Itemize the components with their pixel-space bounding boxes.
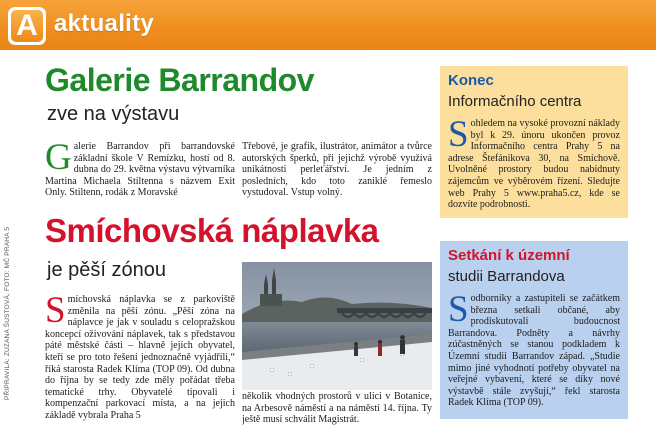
section-title: aktuality (54, 10, 155, 37)
article-galerie-column-1 (45, 141, 235, 203)
article-galerie-title: Galerie Barrandov (45, 62, 314, 98)
article-galerie-subtitle: zve na výstavu (47, 103, 180, 125)
article-galerie-dropcap: G (45, 141, 72, 178)
infobox-konec-text: ohledem na vysoké provozní náklady byl k 29. únoru ukončen provoz Informačního centra Prahy 5 na adrese Štefánikova 30, na Smíchově. Uvolněné prostory budou nabídnuty zájemcům ve výběrovém řízení. Sledujte web Prahy 5 www.praha5.cz, kde se dozvíte podrobnosti. (448, 118, 620, 211)
article-galerie-text-1: alerie Barrandov při barrandovské základní škole V Remízku, hostí od 8. dubna do 29. května výstavu výtvarníka Martina Michaela Stiltenna s názvem Exit Only. Stiltenn, rodák z Moravské (45, 141, 235, 199)
article-naplavka-dropcap: S (45, 294, 66, 331)
article-naplavka-text-1: míchovská náplavka se z parkoviště změnila na pěší zónu. „Pěší zóna na náplavce je jak v souladu s celopražskou koncepcí oživování náplavek, tak s představou páté městské části – hlavně jejích obyvatel, kteří se pro toto řešení jednoznačně vyjádřili,“ říká starosta Radek Klíma (TOP 09). Od dubna do října by se tedy zde měly pořádat třeba tematické trhy. Obyvatelé tipovali i kompenzační parkovací místa, a na jejich základě vybrala Praha 5 (45, 294, 235, 421)
infobox-setkani-title: Setkání k územní (448, 247, 570, 264)
section-logo (8, 7, 46, 45)
article-galerie-column-2 (242, 141, 432, 203)
infobox-konec-title: Konec (448, 72, 494, 89)
infobox-setkani-body (448, 293, 620, 415)
logo-letter: A (11, 10, 43, 42)
photo-credit: PŘIPRAVILA: ZUZANA ŠUSTOVÁ, FOTO: MČ PRAHA 5 (4, 226, 11, 400)
article-naplavka-text-2: několik vhodných prostorů v ulici v Botanice, na Arbesově náměstí a na náměstí 14. října. Ty ještě musí schválit Magistrát. (242, 391, 432, 426)
naplavka-photo (242, 262, 432, 390)
infobox-setkani-subtitle: studii Barrandova (448, 268, 565, 285)
naplavka-photo-image (242, 262, 432, 390)
infobox-konec-body (448, 118, 620, 214)
infobox-setkani (440, 241, 628, 419)
infobox-konec (440, 66, 628, 218)
article-naplavka-subtitle: je pěší zónou (47, 259, 166, 281)
article-naplavka-column-2 (242, 391, 432, 427)
section-header (0, 0, 656, 50)
article-galerie-text-2: Třebové, je grafik, ilustrátor, animátor a tvůrce autorských šperků, při jejichž výrobě využívá unikátnosti perleťářství. Je jedním z posledních, kdo toto zaniklé řemeslo vystudoval. Vstup volný. (242, 141, 432, 199)
article-naplavka-title: Smíchovská náplavka (45, 212, 379, 249)
infobox-setkani-dropcap: S (448, 293, 469, 330)
infobox-konec-dropcap: S (448, 118, 469, 155)
article-naplavka-column-1 (45, 294, 235, 425)
infobox-konec-subtitle: Informačního centra (448, 93, 582, 110)
infobox-setkani-text: odborníky a zastupiteli se začátkem března setkali občané, aby prodiskutovali budoucnost Barrandova. Podněty a návrhy zúčastněných se stanou podkladem k Územní studii Barrandov západ. „Studie mimo jiné vyhodnotí potřeby obyvatel na veřejné vybavení, které se díky nové výstavbě stále zvyšují,“ řekl starosta Radek Klíma (TOP 09). (448, 293, 620, 409)
